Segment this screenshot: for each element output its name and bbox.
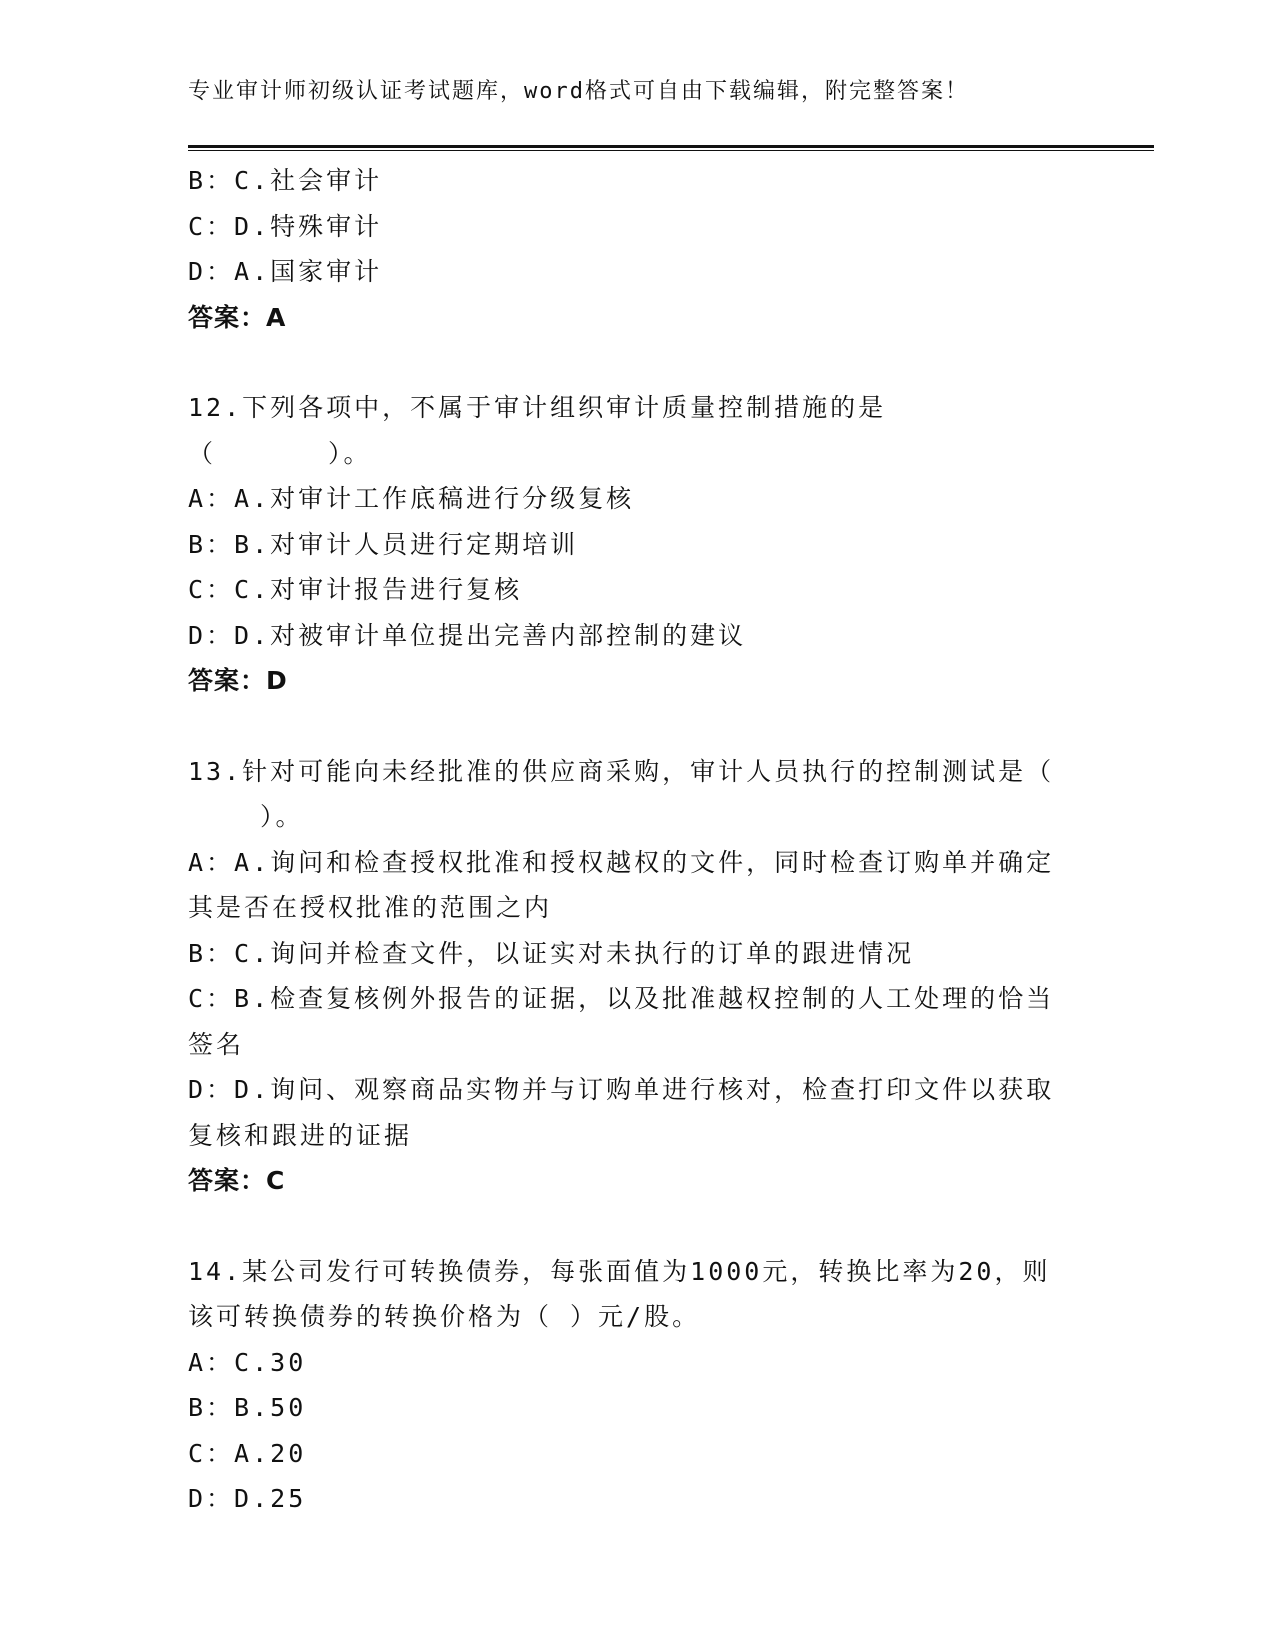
question-stem-continued: ）。 [260,802,304,831]
option-c-continued: 签名 [188,1029,245,1059]
option-b: B：C.社会审计 [188,166,383,195]
option-a: A：A.对审计工作底稿进行分级复核 [188,484,635,513]
question-stem-continued: 该可转换债券的转换价格为（ ）元/股。 [188,1302,701,1331]
option-a-continued: 其是否在授权批准的范围之内 [188,893,553,922]
question-content [188,158,1068,1522]
header-rule-thin [188,150,1154,151]
option-d-continued: 复核和跟进的证据 [188,1120,413,1150]
question-12 [188,385,1068,704]
option-b: B：B.对审计人员进行定期培训 [188,529,579,559]
option-d: D：D.对被审计单位提出完善内部控制的建议 [188,620,747,650]
answer: 答案：C [188,1166,286,1195]
option-b: B：C.询问并检查文件，以证实对未执行的订单的跟进情况 [188,938,915,968]
option-a: A：C.30 [188,1347,307,1377]
header-rule-thick [188,145,1154,148]
spacer [188,1204,1068,1249]
question-13 [188,749,1068,1204]
option-a: A：A.询问和检查授权批准和授权越权的文件，同时检查订购单并确定 [188,847,1055,877]
option-d: D：A.国家审计 [188,257,383,286]
question-stem: 12.下列各项中，不属于审计组织审计质量控制措施的是（ ）。 [188,393,887,468]
answer: 答案：A [188,302,287,332]
option-d: D：D.询问、观察商品实物并与订购单进行核对，检查打印文件以获取 [188,1075,1055,1104]
question-stem: 14.某公司发行可转换债券，每张面值为1000元，转换比率为20，则 [188,1256,1051,1286]
question-stem: 13.针对可能向未经批准的供应商采购，审计人员执行的控制测试是（ [188,756,1055,786]
option-c: C：C.对审计报告进行复核 [188,575,523,604]
page-header: 专业审计师初级认证考试题库，word格式可自由下载编辑，附完整答案！ [188,79,969,104]
question-14 [188,1249,1068,1522]
spacer [188,704,1068,749]
answer: 答案：D [188,666,288,695]
option-b: B：B.50 [188,1393,307,1422]
option-c: C：D.特殊审计 [188,211,383,241]
spacer [188,340,1068,385]
option-c: C：A.20 [188,1438,307,1468]
option-d: D：D.25 [188,1484,307,1513]
question-11-tail [188,158,1068,340]
option-c: C：B.检查复核例外报告的证据，以及批准越权控制的人工处理的恰当 [188,984,1055,1013]
